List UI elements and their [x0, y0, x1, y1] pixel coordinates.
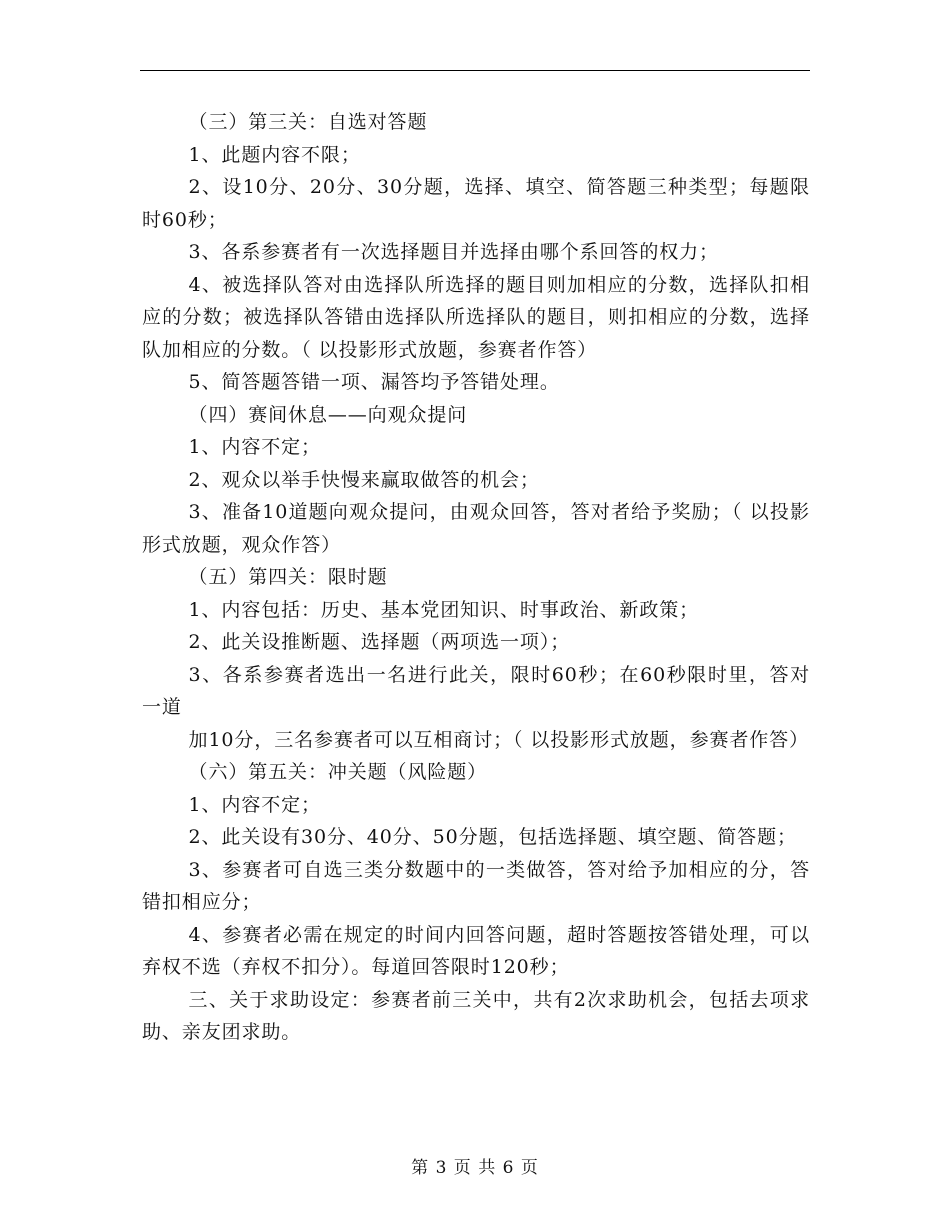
list-item: 5、简答题答错一项、漏答均予答错处理。: [188, 371, 560, 393]
list-item: 1、内容不定；: [188, 793, 321, 816]
section-heading-round-3: （三）第三关：自选对答题: [188, 111, 428, 133]
header-rule: [140, 70, 810, 71]
list-item: 1、内容不定；: [188, 436, 321, 458]
list-item: 2、观众以举手快慢来赢取做答的机会；: [188, 468, 540, 491]
list-item: 3、各系参赛者有一次选择题目并选择由哪个系回答的权力；: [188, 241, 719, 263]
list-item: 4、被选择队答对由选择队所选择的题目则加相应的分数，选择队扣相应的分数；被选择队答错由选择队所选择队的题目，则扣相应的分数，选择队加相应的分数。（ 以投影形式放题，参赛者作答）: [142, 273, 810, 361]
section-heading-round-4: （五）第四关：限时题: [188, 566, 388, 588]
list-item: 4、参赛者必需在规定的时间内回答问题，超时答题按答错处理，可以弃权不选（弃权不扣分）。每道回答限时120秒；: [142, 923, 810, 978]
section-heading-help-rules: 三、关于求助设定：参赛者前三关中，共有2次求助机会，包括去项求助、亲友团求助。: [142, 988, 810, 1043]
page-footer: 第 3 页 共 6 页: [411, 1158, 539, 1178]
list-item: 1、此题内容不限；: [188, 143, 361, 166]
section-heading-break: （四）赛间休息——向观众提问: [188, 403, 468, 426]
list-item: 2、此关设有30分、40分、50分题，包括选择题、填空题、简答题；: [188, 826, 797, 848]
list-item: 3、准备10道题向观众提问，由观众回答，答对者给予奖励；（ 以投影形式放题，观众作答）: [142, 501, 810, 556]
list-item: 1、内容包括：历史、基本党团知识、时事政治、新政策；: [188, 598, 700, 621]
section-heading-round-5: （六）第五关：冲关题（风险题）: [188, 761, 488, 783]
document-body: [142, 106, 810, 1049]
list-item: 2、此关设推断题、选择题（两项选一项）；: [188, 631, 571, 653]
list-item: 2、设10分、20分、30分题，选择、填空、简答题三种类型；每题限时60秒；: [142, 176, 810, 231]
list-item-continuation: 加10分，三名参赛者可以互相商讨；（ 以投影形式放题，参赛者作答）: [188, 728, 809, 751]
list-item: 3、各系参赛者选出一名进行此关，限时60秒；在60秒限时里，答对一道: [142, 663, 810, 718]
list-item: 3、参赛者可自选三类分数题中的一类做答，答对给予加相应的分，答错扣相应分；: [142, 858, 810, 913]
